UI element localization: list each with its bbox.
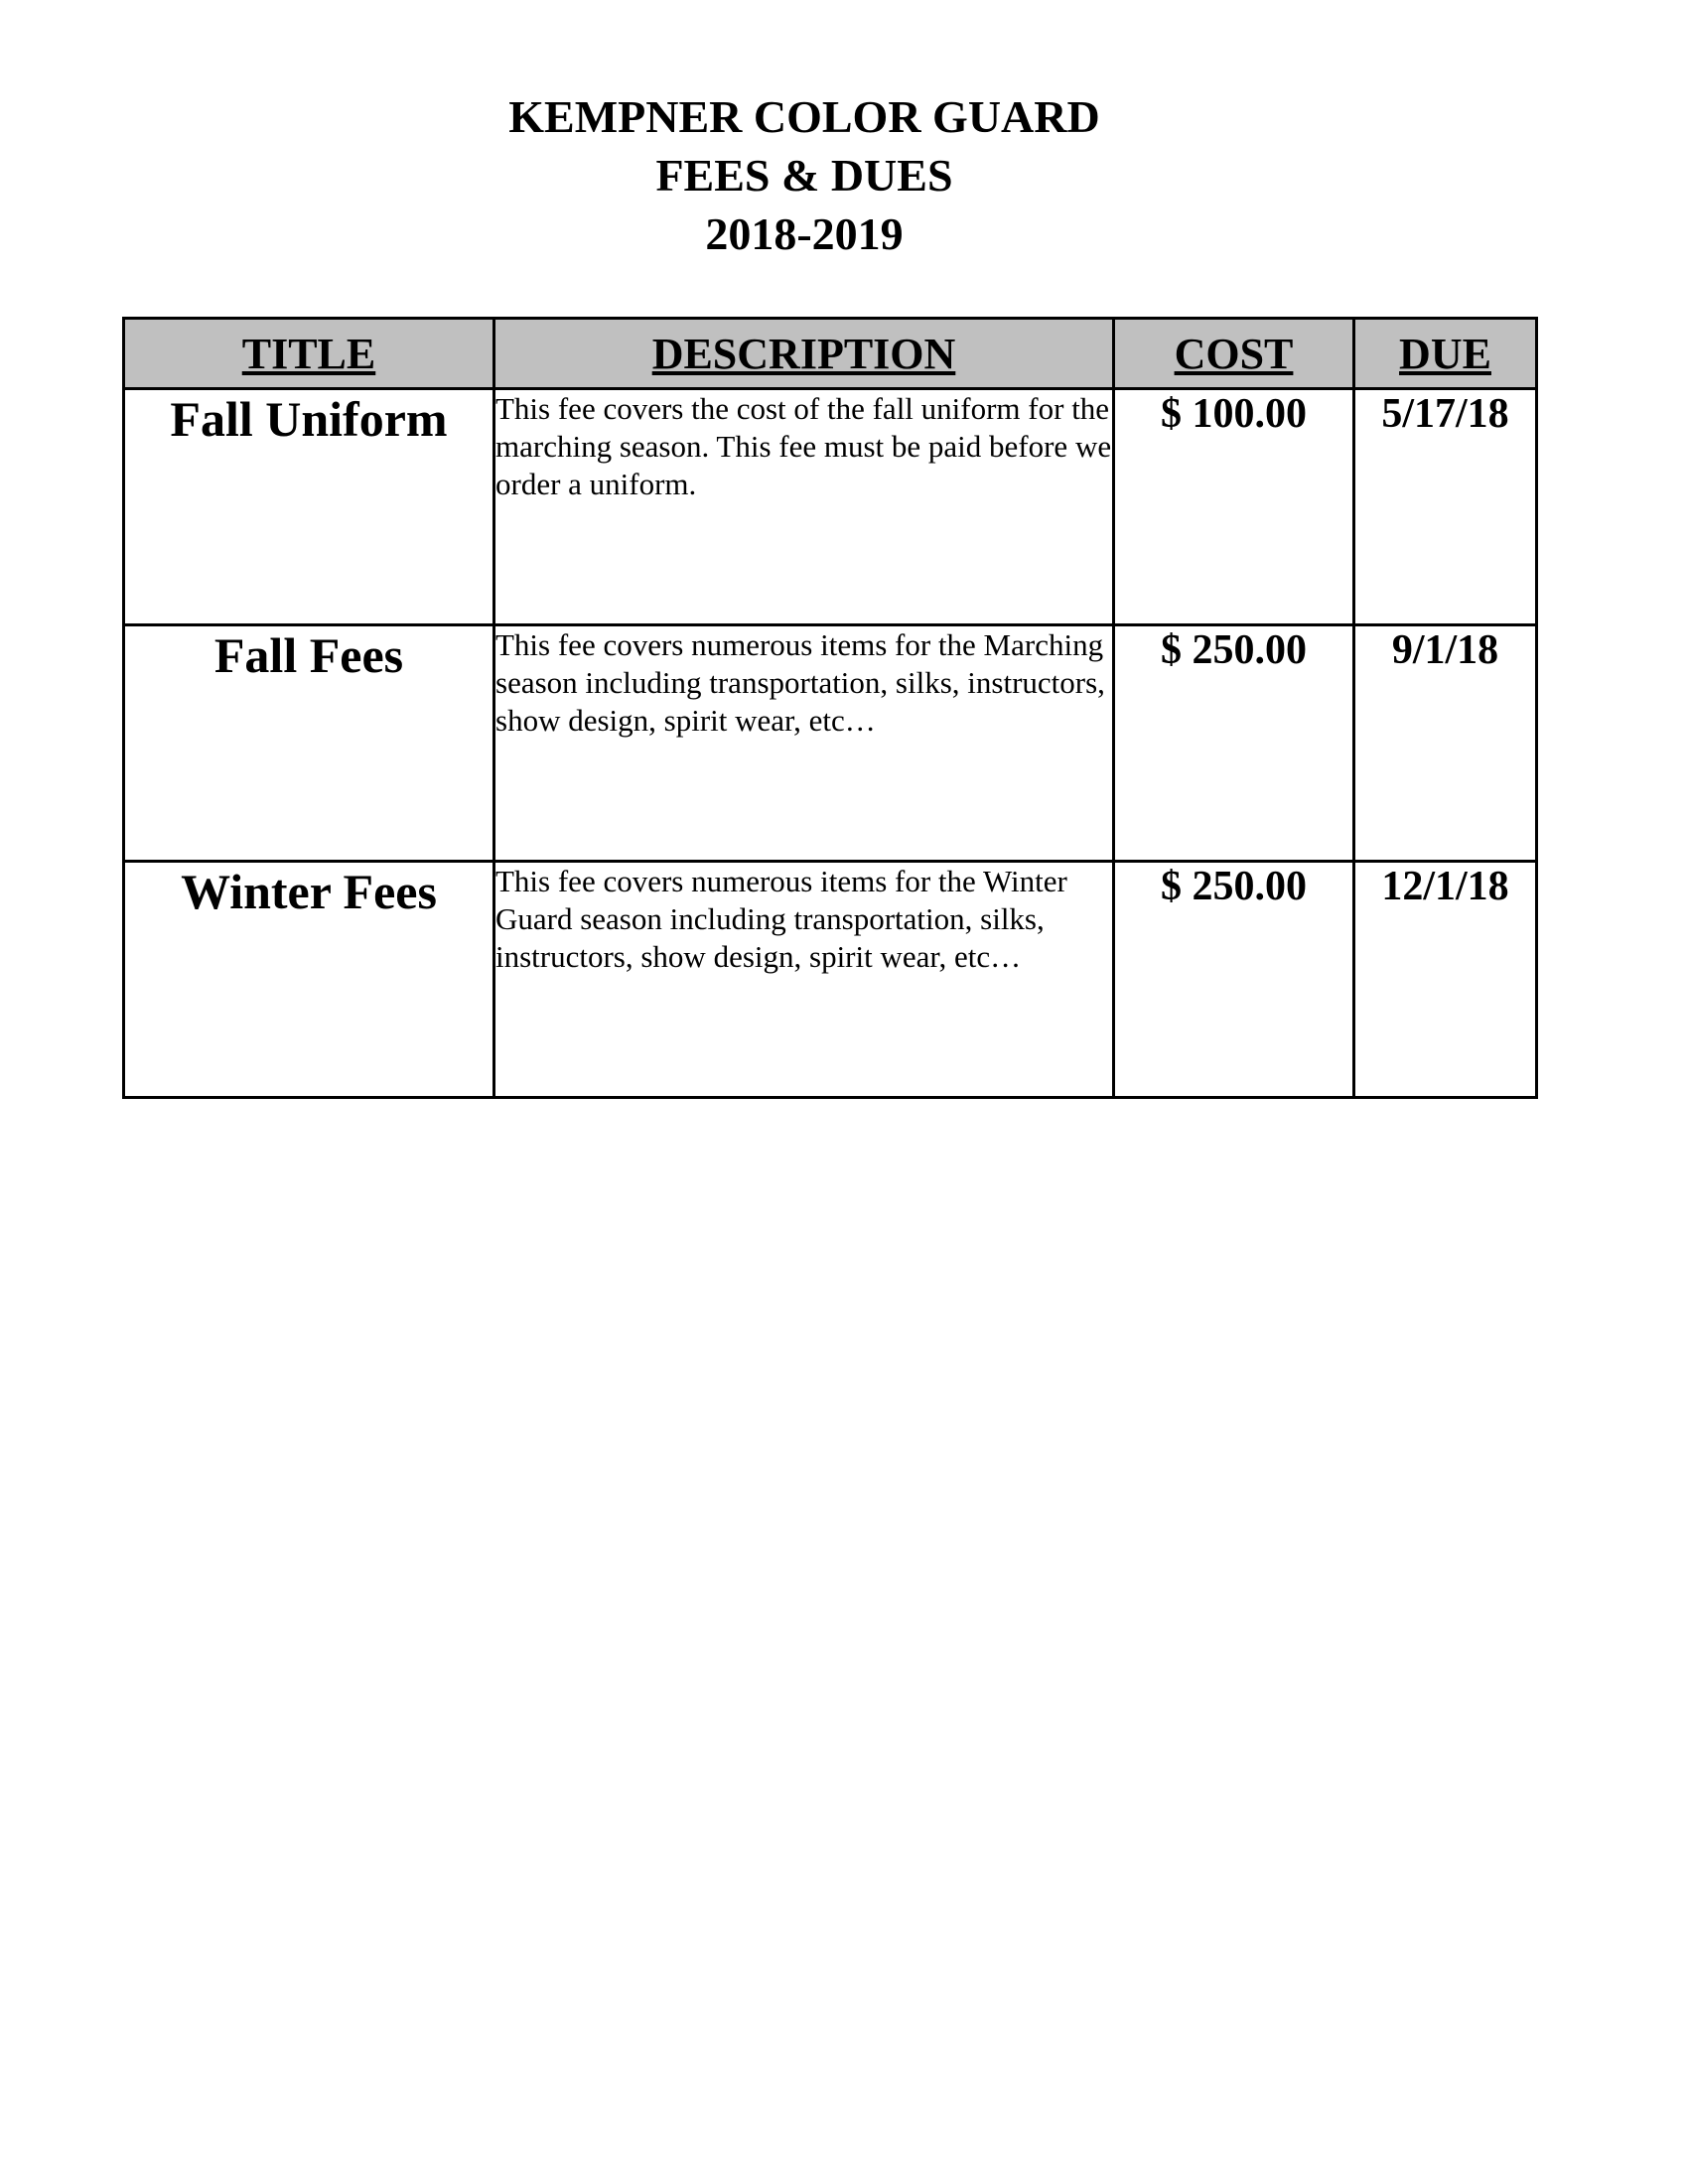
fee-cost: $ 100.00: [1114, 389, 1354, 625]
fee-description: This fee covers the cost of the fall uniform for the marching season. This fee must be paid before we order a uniform.: [494, 389, 1114, 625]
fee-title: Winter Fees: [124, 862, 494, 1098]
fee-description: This fee covers numerous items for the Winter Guard season including transportation, silks, instructors, show design, spirit wear, etc…: [494, 862, 1114, 1098]
document-title: [0, 87, 1609, 263]
fee-due-date: 9/1/18: [1354, 625, 1537, 862]
column-header-title: TITLE: [124, 319, 494, 389]
fee-title: Fall Uniform: [124, 389, 494, 625]
fees-table: [122, 317, 1538, 1099]
table-header-row: [124, 319, 1537, 389]
table-row: [124, 862, 1537, 1098]
fee-due-date: 5/17/18: [1354, 389, 1537, 625]
season-year: 2018-2019: [705, 208, 904, 259]
column-header-due: DUE: [1354, 319, 1537, 389]
fee-title: Fall Fees: [124, 625, 494, 862]
document-heading: FEES & DUES: [655, 150, 953, 201]
fee-cost: $ 250.00: [1114, 625, 1354, 862]
column-header-description: DESCRIPTION: [494, 319, 1114, 389]
column-header-cost: COST: [1114, 319, 1354, 389]
table-row: [124, 389, 1537, 625]
fee-cost: $ 250.00: [1114, 862, 1354, 1098]
table-row: [124, 625, 1537, 862]
fee-due-date: 12/1/18: [1354, 862, 1537, 1098]
fee-description: This fee covers numerous items for the Marching season including transportation, silks, instructors, show design, spirit wear, etc…: [494, 625, 1114, 862]
org-name: KEMPNER COLOR GUARD: [508, 91, 1100, 142]
